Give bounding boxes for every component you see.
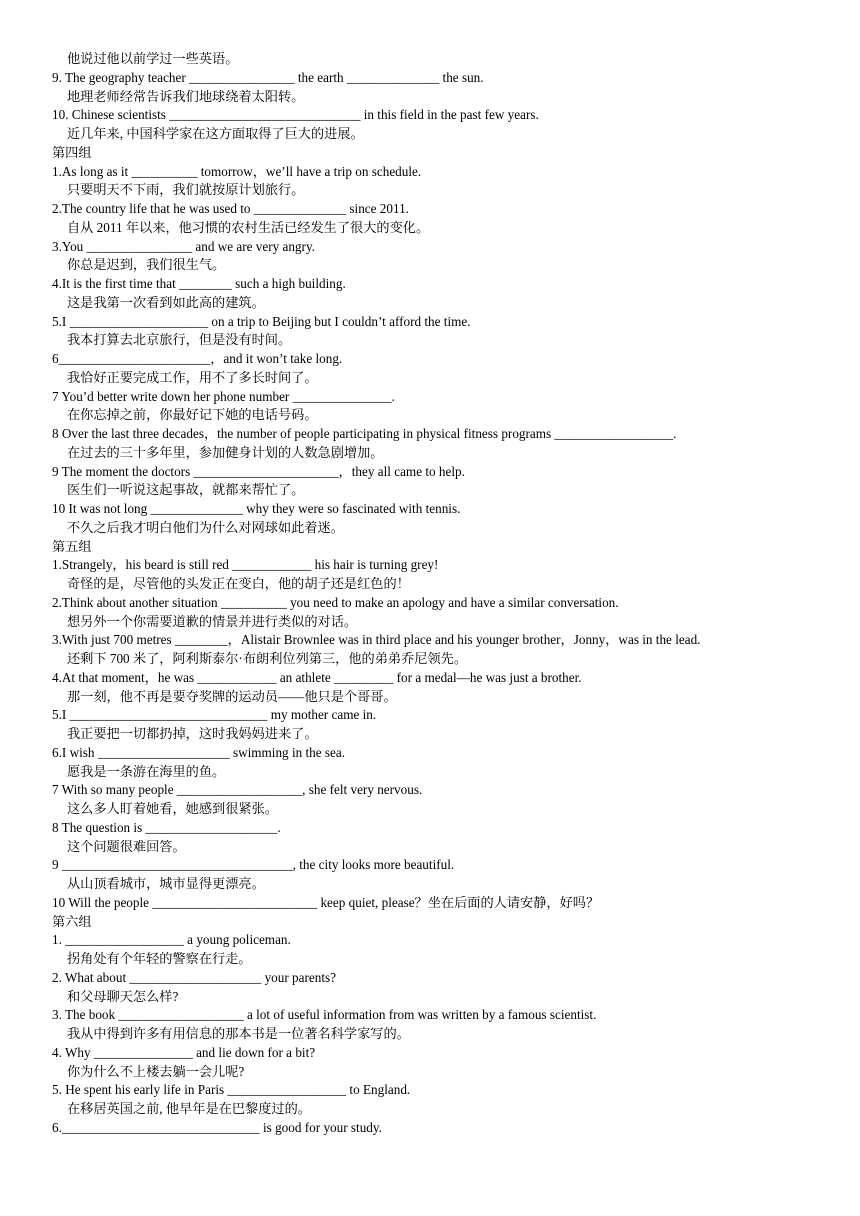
chinese-translation-line: 想另外一个你需要道歉的情景并进行类似的对话。 xyxy=(67,613,358,629)
exercise-sentence: 10 Will the people _________________________ keep quiet, please？坐在后面的人请安静，好吗？ xyxy=(52,894,600,910)
chinese-translation-line: 和父母聊天怎么样? xyxy=(67,988,179,1004)
exercise-sentence: 8 The question is ____________________. xyxy=(52,819,281,835)
chinese-translation-line: 奇怪的是，尽管他的头发正在变白，他的胡子还是红色的！ xyxy=(67,576,410,591)
chinese-translation-line: 只要明天不下雨，我们就按原计划旅行。 xyxy=(67,182,305,198)
chinese-translation-line: 这个问题很难回答。 xyxy=(67,838,186,854)
exercise-sentence: 7 You’d better write down her phone number _______________. xyxy=(52,388,395,404)
exercise-sentence: 3. The book ___________________ a lot of useful information from was written by a famous scientist. xyxy=(52,1007,597,1023)
chinese-translation-line: 在你忘掉之前，你最好记下她的电话号码。 xyxy=(67,407,318,423)
chinese-translation-line: 我恰好正要完成工作，用不了多长时间了。 xyxy=(67,369,318,385)
chinese-translation-line: 他说过他以前学过一些英语。 xyxy=(67,51,239,66)
chinese-translation-line: 我从中得到许多有用信息的那本书是一位著名科学家写的。 xyxy=(67,1026,410,1041)
exercise-sentence: 1.As long as it __________ tomorrow，we’ll have a trip on schedule. xyxy=(52,163,422,179)
exercise-sentence: 2.The country life that he was used to ______________ since 2011. xyxy=(52,201,409,216)
exercise-sentence: 6.I wish ____________________ swimming in the sea. xyxy=(52,744,346,760)
chinese-translation-line: 近几年来, 中国科学家在这方面取得了巨大的进展。 xyxy=(67,126,364,141)
exercise-sentence: 2.Think about another situation __________ you need to make an apology and have a similar conversation. xyxy=(52,594,619,610)
exercise-sentence: 4.It is the first time that ________ such a high building. xyxy=(52,276,346,291)
exercise-sentence: 6_______________________，and it won’t take long. xyxy=(52,351,343,366)
exercise-sentence: 1.Strangely，his beard is still red ____________ his hair is turning grey! xyxy=(52,557,439,573)
exercise-sentence: 9. The geography teacher ________________ the earth ______________ the sun. xyxy=(52,69,484,85)
exercise-sentence: 6.______________________________ is good for your study. xyxy=(52,1119,382,1135)
exercise-sentence: 10 It was not long ______________ why they were so fascinated with tennis. xyxy=(52,501,461,516)
exercise-sentence: 10. Chinese scientists _____________________________ in this field in the past few years. xyxy=(52,107,539,123)
group-heading: 第六组 xyxy=(52,913,92,929)
exercise-sentence: 9 ___________________________________, the city looks more beautiful. xyxy=(52,857,455,873)
chinese-translation-line: 在移居英国之前, 他早年是在巴黎度过的。 xyxy=(67,1101,311,1116)
chinese-translation-line: 我本打算去北京旅行，但是没有时间。 xyxy=(67,332,292,348)
exercise-sentence: 1. __________________ a young policeman. xyxy=(52,932,291,948)
chinese-translation-line: 我正要把一切都扔掉，这时我妈妈进来了。 xyxy=(67,726,318,741)
chinese-translation-line: 那一刻，他不再是要夺奖牌的运动员——他只是个哥哥。 xyxy=(67,688,397,704)
group-heading: 第四组 xyxy=(52,144,92,160)
exercise-sentence: 4.At that moment，he was ____________ an athlete _________ for a medal—he was just a brother. xyxy=(52,669,582,685)
exercise-sentence: 8 Over the last three decades，the number of people participating in physical fitness programs __________________. xyxy=(52,426,677,441)
exercise-sentence: 3.You ________________ and we are very angry. xyxy=(52,238,315,254)
exercise-sentence: 7 With so many people ___________________, she felt very nervous. xyxy=(52,782,423,798)
exercise-sentence: 3.With just 700 metres ________，Alistair Brownlee was in third place and his younger brother，Jonny，was in the lead. xyxy=(52,632,701,648)
exercise-sentence: 2. What about ____________________ your parents? xyxy=(52,969,336,985)
chinese-translation-line: 从山顶看城市，城市显得更漂亮。 xyxy=(67,876,265,891)
chinese-translation-line: 自从 2011 年以来，他习惯的农村生活已经发生了很大的变化。 xyxy=(67,219,430,235)
chinese-translation-line: 地理老师经常告诉我们地球绕着太阳转。 xyxy=(67,88,305,104)
worksheet-page xyxy=(52,50,852,1138)
chinese-translation-line: 这么多人盯着她看，她感到很紧张。 xyxy=(67,801,278,816)
group-heading: 第五组 xyxy=(52,538,92,554)
exercise-sentence: 5.I ______________________________ my mother came in. xyxy=(52,707,377,723)
chinese-translation-line: 这是我第一次看到如此高的建筑。 xyxy=(67,294,265,310)
chinese-translation-line: 你为什么不上楼去躺一会儿呢? xyxy=(67,1063,245,1079)
exercise-sentence: 5.I _____________________ on a trip to Beijing but I couldn’t afford the time. xyxy=(52,313,471,329)
exercise-sentence: 5. He spent his early life in Paris __________________ to England. xyxy=(52,1082,411,1098)
exercise-sentence: 9 The moment the doctors ______________________，they all came to help. xyxy=(52,463,465,479)
chinese-translation-line: 医生们一听说这起事故，就都来帮忙了。 xyxy=(67,482,305,498)
chinese-translation-line: 你总是迟到，我们很生气。 xyxy=(67,257,226,273)
chinese-translation-line: 愿我是一条游在海里的鱼。 xyxy=(67,763,226,779)
chinese-translation-line: 在过去的三十多年里，参加健身计划的人数急剧增加。 xyxy=(67,444,384,460)
exercise-sentence: 4. Why _______________ and lie down for a bit? xyxy=(52,1044,316,1060)
chinese-translation-line: 拐角处有个年轻的警察在行走。 xyxy=(67,951,252,966)
chinese-translation-line: 还剩下 700 米了，阿利斯泰尔·布朗利位列第三，他的弟弟乔尼领先。 xyxy=(67,651,468,666)
chinese-translation-line: 不久之后我才明白他们为什么对网球如此着迷。 xyxy=(67,519,344,535)
